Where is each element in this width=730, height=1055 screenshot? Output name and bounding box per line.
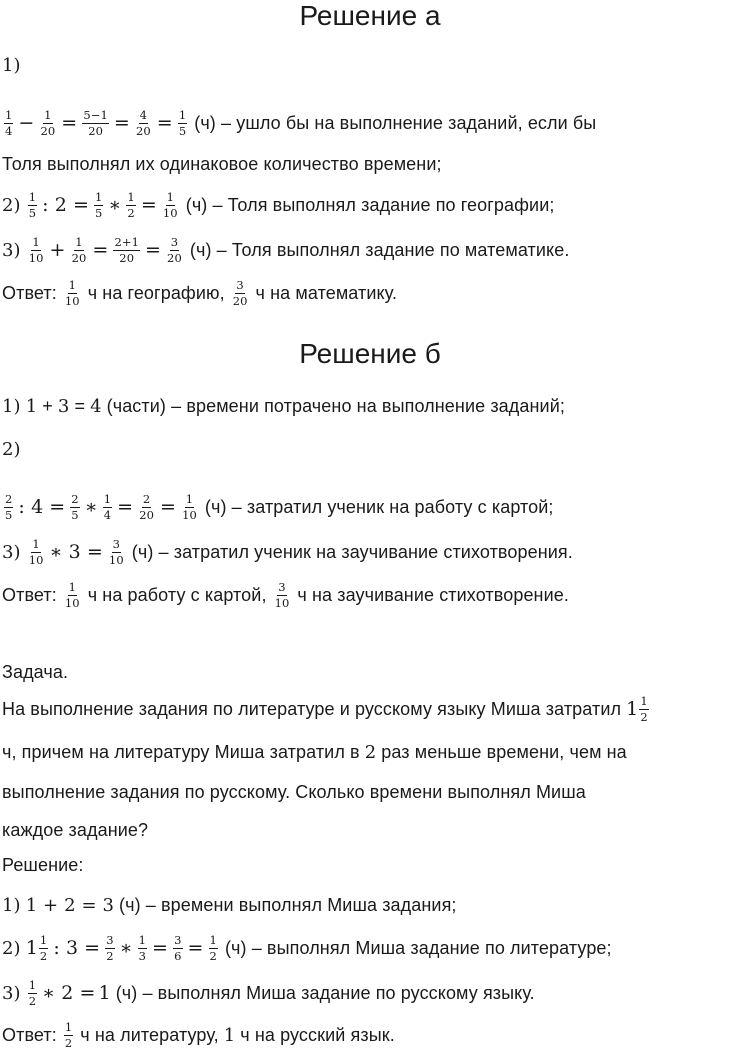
problem-solution-label: Решение:	[2, 854, 84, 875]
fraction: $\frac{1}{20}$	[40, 108, 56, 138]
fraction: $\frac{1}{10}$	[28, 235, 44, 265]
fraction: $\frac{1}{2}$	[39, 933, 48, 963]
fraction: $\frac{2+1}{20}$	[114, 235, 140, 265]
fraction: $\frac{1}{5}$	[178, 108, 187, 138]
fraction: $\frac{1}{2}$	[127, 190, 135, 220]
problem-line-2: ч, причем на литературу Миша затратил в 2 раз меньше времени, чем на	[2, 741, 627, 763]
solution-a-step1-continuation: Толя выполнял их одинаковое количество времени;	[2, 153, 442, 174]
step-text: (ч) – ушло бы на выполнение заданий, если бы	[194, 112, 597, 133]
fraction: $\frac{2}{20}$	[139, 492, 155, 522]
fraction: $\frac{1}{4}$	[103, 492, 112, 522]
fraction: $\frac{1}{10}$	[162, 190, 178, 220]
fraction: $\frac{3}{10}$	[108, 537, 124, 567]
fraction: $\frac{1}{2}$	[28, 978, 37, 1008]
mixed-number: 1 $\frac{1}{2}$	[626, 694, 648, 724]
problem-step1: 1) 1 + 2 = 3 (ч) – времени выполнял Миша задания;	[2, 894, 457, 916]
solution-a-step1-equation: $\frac{1}{4}$ − $\frac{1}{20}$ = $\frac{5-1}{20}$ = $\frac{4}{20}$ = $\frac{1}{5}$ (ч) – ушло бы на выполнение заданий, если бы	[5, 108, 597, 138]
fraction: $\frac{3}{20}$	[232, 278, 248, 308]
fraction: $\frac{1}{5}$	[94, 190, 103, 220]
solution-b-step3: 3) $\frac{1}{10}$ ∗ 3 = $\frac{3}{10}$ (ч) – затратил ученик на заучивание стихотворения.	[2, 537, 573, 567]
fraction: $\frac{5-1}{20}$	[83, 108, 108, 138]
fraction: $\frac{1}{10}$	[64, 278, 80, 308]
fraction: $\frac{3}{6}$	[174, 933, 182, 963]
fraction: $\frac{1}{2}$	[209, 933, 217, 963]
fraction: $\frac{3}{2}$	[106, 933, 114, 963]
solution-a-step1-label: 1)	[2, 54, 21, 76]
fraction: $\frac{1}{10}$	[64, 580, 80, 610]
solution-b-title: Решение б	[299, 338, 441, 369]
fraction: $\frac{1}{3}$	[138, 933, 147, 963]
problem-step2: 2) 1 $\frac{1}{2}$ : 3 = $\frac{3}{2}$ ∗ $\frac{1}{3}$ = $\frac{3}{6}$ = $\frac{1}{2}$ (ч) – выполнял Миша задание по литературе;	[2, 933, 612, 963]
solution-a-title: Решение а	[299, 0, 441, 31]
solution-a-step2: 2) $\frac{1}{5}$ : 2 = $\frac{1}{5}$ ∗ $\frac{1}{2}$ = $\frac{1}{10}$ (ч) – Толя выполнял задание по географии;	[2, 190, 555, 220]
solution-b-step2-label: 2)	[2, 438, 21, 460]
fraction: $\frac{4}{20}$	[135, 108, 151, 138]
solution-b-step2-equation: $\frac{2}{5}$ : 4 = $\frac{2}{5}$ ∗ $\frac{1}{4}$ = $\frac{2}{20}$ = $\frac{1}{10}$ (ч) – затратил ученик на работу с картой;	[5, 492, 554, 522]
problem-line-3: выполнение задания по русскому. Сколько времени выполнял Миша	[2, 781, 586, 802]
fraction: $\frac{1}{10}$	[28, 537, 44, 567]
fraction: $\frac{1}{5}$	[28, 190, 37, 220]
fraction: $\frac{1}{20}$	[71, 235, 87, 265]
problem-answer: Ответ: $\frac{1}{2}$ ч на литературу, 1 ч на русский язык.	[2, 1020, 395, 1050]
solution-b-step1: 1) 1 + 3 = 4 (части) – времени потрачено на выполнение заданий;	[2, 395, 565, 417]
fraction: $\frac{1}{4}$	[5, 108, 13, 138]
solution-b-answer: Ответ: $\frac{1}{10}$ ч на работу с картой, $\frac{3}{10}$ ч на заучивание стихотворение.	[2, 580, 569, 610]
fraction: $\frac{1}{2}$	[64, 1020, 73, 1050]
problem-step3: 3) $\frac{1}{2}$ ∗ 2 = 1 (ч) – выполнял Миша задание по русскому языку.	[2, 978, 535, 1008]
solution-a-answer: Ответ: $\frac{1}{10}$ ч на географию, $\frac{3}{20}$ ч на математику.	[2, 278, 398, 308]
solution-a-step3: 3) $\frac{1}{10}$ + $\frac{1}{20}$ = $\frac{2+1}{20}$ = $\frac{3}{20}$ (ч) – Толя выполнял задание по математике.	[2, 235, 570, 265]
fraction: $\frac{3}{10}$	[274, 580, 290, 610]
fraction: $\frac{2}{5}$	[71, 492, 79, 522]
fraction: $\frac{2}{5}$	[5, 492, 13, 522]
problem-line-4: каждое задание?	[2, 819, 149, 840]
fraction: $\frac{3}{20}$	[167, 235, 182, 265]
problem-heading: Задача.	[2, 661, 69, 682]
fraction: $\frac{1}{2}$	[640, 694, 648, 724]
problem-line-1: На выполнение задания по литературе и русскому языку Миша затратил 1 $\frac{1}{2}$	[2, 692, 651, 726]
mixed-number: 1 $\frac{1}{2}$	[25, 933, 48, 963]
fraction: $\frac{1}{10}$	[182, 492, 197, 522]
